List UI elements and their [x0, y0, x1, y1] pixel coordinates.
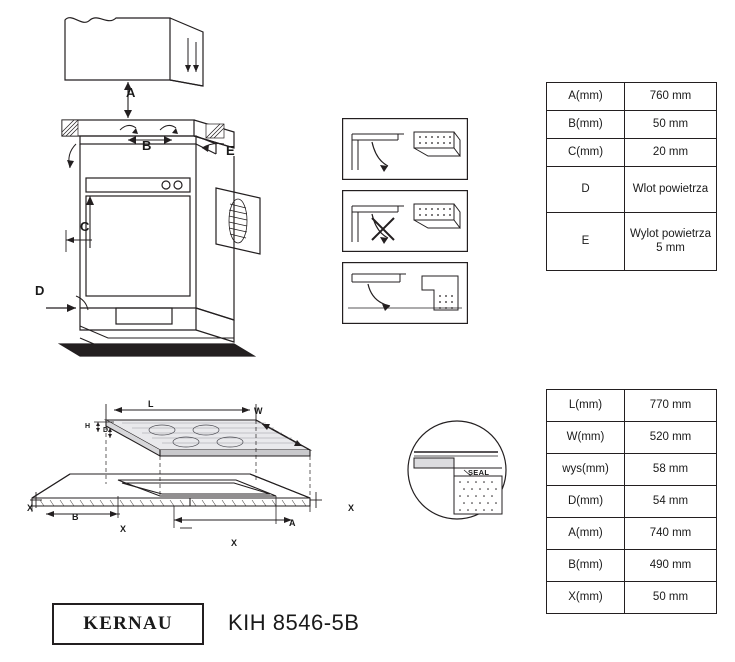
installation-drawing: [20, 8, 350, 358]
label-b: B: [142, 138, 152, 153]
table-cell-value: Wlot powietrza: [625, 167, 717, 213]
label-d: D: [103, 427, 109, 434]
table-cell-key: D: [547, 167, 625, 213]
label-w: W: [254, 406, 263, 416]
table-cell-value: 54 mm: [625, 486, 717, 518]
label-x-midleft: X: [120, 524, 127, 534]
label-x-right: X: [348, 503, 355, 513]
table-row: [547, 139, 717, 167]
table-row: [547, 454, 717, 486]
label-b2: B: [72, 512, 79, 522]
label-a: A: [126, 85, 136, 100]
brand-logo-box: [52, 603, 204, 645]
table-cell-key: A(mm): [547, 83, 625, 111]
table-row: [547, 390, 717, 422]
label-c: C: [80, 219, 90, 234]
hob-exploded-drawing: [10, 388, 390, 553]
table-row: [547, 550, 717, 582]
table-cell-key: D(mm): [547, 486, 625, 518]
label-h: H: [85, 423, 91, 430]
airflow-option-2: [342, 190, 468, 252]
label-d: D: [35, 283, 45, 298]
table-cell-key: L(mm): [547, 390, 625, 422]
table-cell-key: X(mm): [547, 582, 625, 614]
label-seal: SEAL: [468, 468, 490, 477]
table-row: [547, 422, 717, 454]
spec-table-install: [546, 82, 717, 271]
table-cell-key: A(mm): [547, 518, 625, 550]
table-cell-value: 58 mm: [625, 454, 717, 486]
table-row: [547, 582, 717, 614]
table-cell-key: W(mm): [547, 422, 625, 454]
spec-table-dimensions: [546, 389, 717, 614]
table-row: [547, 83, 717, 111]
airflow-option-1: [342, 118, 468, 180]
table-cell-key: E: [547, 213, 625, 271]
table-cell-value: 740 mm: [625, 518, 717, 550]
table-row: [547, 213, 717, 271]
table-cell-key: B(mm): [547, 111, 625, 139]
table-row: [547, 518, 717, 550]
table-cell-value: 520 mm: [625, 422, 717, 454]
label-x-left: X: [27, 503, 34, 513]
table-cell-value: 760 mm: [625, 83, 717, 111]
table-row: [547, 111, 717, 139]
table-cell-value: Wylot powietrza 5 mm: [625, 213, 717, 271]
table-cell-value: 50 mm: [625, 111, 717, 139]
table-cell-value: 20 mm: [625, 139, 717, 167]
label-e: E: [226, 143, 235, 158]
model-number: KIH 8546-5B: [228, 610, 360, 635]
table-cell-value: 490 mm: [625, 550, 717, 582]
table-cell-key: B(mm): [547, 550, 625, 582]
table-row: [547, 167, 717, 213]
label-x-front: X: [231, 538, 238, 548]
label-a2: A: [289, 518, 296, 528]
label-l: L: [148, 399, 154, 409]
table-cell-value: 50 mm: [625, 582, 717, 614]
table-row: [547, 486, 717, 518]
table-cell-key: wys(mm): [547, 454, 625, 486]
seal-detail-drawing: [398, 418, 516, 522]
table-cell-value: 770 mm: [625, 390, 717, 422]
table-cell-key: C(mm): [547, 139, 625, 167]
brand-name: KERNAU: [83, 613, 173, 634]
airflow-option-3: [342, 262, 468, 324]
